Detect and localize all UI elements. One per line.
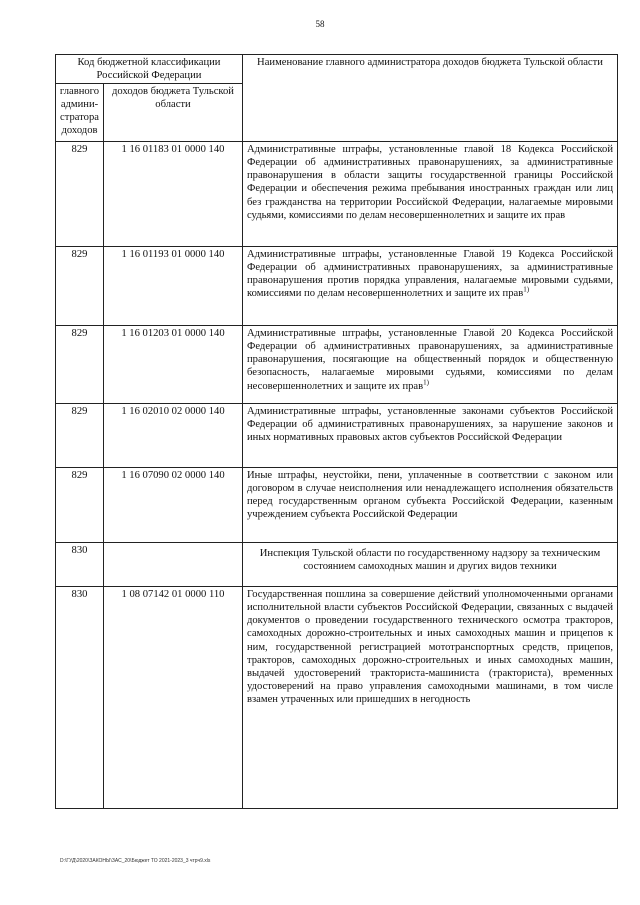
- income-code-cell: 1 16 01203 01 0000 140: [104, 326, 243, 404]
- income-name-cell: [243, 587, 618, 809]
- header-name-column: Наименование главного администратора доходов бюджета Тульской области: [243, 55, 618, 142]
- table-row-administrator: [56, 543, 618, 587]
- table-row: [56, 326, 618, 404]
- administrator-name-cell: Инспекция Тульской области по государственному надзору за техническим состоянием самоходных машин и других видов техники: [243, 543, 618, 587]
- admin-code-cell: 830: [56, 543, 104, 587]
- header-code-group: Код бюджетной классификации Российской Федерации: [56, 55, 243, 84]
- admin-code-cell: 829: [56, 468, 104, 543]
- income-name-text: Иные штрафы, неустойки, пени, уплаченные в соответствии с законом или договором в случае неисполнения или ненадлежащего исполнения обязательств перед государственным органом субъекта Российской Федерации, казенным учреждением субъекта Российской Федерации: [247, 470, 613, 521]
- income-name-text: Административные штрафы, установленные Главой 20 Кодекса Российской Федерации об административных правонарушениях, за административные правонарушения, посягающие на общественный порядок и общественную безопасность, налагаемые мировыми судьями, комиссиями по делам несовершеннолетних и защите их прав: [247, 328, 613, 392]
- income-code-cell: 1 08 07142 01 0000 110: [104, 587, 243, 809]
- admin-code-cell: 830: [56, 587, 104, 809]
- budget-classification-table: [55, 54, 618, 809]
- income-name-cell: [243, 468, 618, 543]
- admin-code-cell: 829: [56, 142, 104, 247]
- table-row: [56, 404, 618, 468]
- income-name-text: Административные штрафы, установленные законами субъектов Российской Федерации об административных правонарушениях, за нарушение законов и иных нормативных правовых актов субъектов Российской Федерации: [247, 406, 613, 444]
- footnote-marker: 1): [523, 285, 530, 294]
- income-name-text: Государственная пошлина за совершение действий уполномоченными органами исполнительной власти субъектов Российской Федерации, связанных с выдачей документов о проведении государственного технического осмотра тракторов, самоходных дорожно-строительных и иных самоходных машин и прицепов к ним, государственной регистрацией мототранспортных средств, прицепов, тракторов, самоходных дорожно-строительных и иных самоходных машин, выдачей удостоверений тракториста-машиниста (тракториста), временных удостоверений на право управления самоходными машинами, в том числе взамен утраченных или пришедших в негодность: [247, 589, 613, 705]
- income-code-cell: [104, 543, 243, 587]
- income-name-cell: [243, 247, 618, 326]
- income-name-cell: [243, 142, 618, 247]
- header-income-column: доходов бюджета Тульской области: [104, 84, 243, 142]
- table-row: [56, 468, 618, 543]
- income-name-text: Административные штрафы, установленные Главой 19 Кодекса Российской Федерации об административных правонарушениях, за административные правонарушения против порядка управления, налагаемые мировыми судьями, комиссиями по делам несовершеннолетних и защите их прав: [247, 249, 613, 300]
- header-admin-column: главного админи-стратора доходов: [56, 84, 104, 142]
- income-code-cell: 1 16 02010 02 0000 140: [104, 404, 243, 468]
- admin-code-cell: 829: [56, 326, 104, 404]
- table-row: [56, 247, 618, 326]
- table-header-row: [56, 55, 618, 84]
- admin-code-cell: 829: [56, 404, 104, 468]
- admin-code-cell: 829: [56, 247, 104, 326]
- income-name-cell: [243, 326, 618, 404]
- income-name-text: Административные штрафы, установленные главой 18 Кодекса Российской Федерации об административных правонарушениях, за административные правонарушения в области защиты государственной границы Российской Федерации и обеспечения режима пребывания иностранных граждан или лиц без гражданства на территории Российской Федерации, налагаемые мировыми судьями, комиссиями по делам несовершеннолетних и защите их прав: [247, 144, 613, 221]
- income-code-cell: 1 16 01183 01 0000 140: [104, 142, 243, 247]
- income-code-cell: 1 16 01193 01 0000 140: [104, 247, 243, 326]
- table-row: [56, 587, 618, 809]
- file-path-footer: D:\ГУД\2020\ЗАКОНЫ\ЗАС_20\Бюджет ТО 2021-2023_3 чтрч9.xls: [60, 858, 211, 864]
- table-row: [56, 142, 618, 247]
- income-name-cell: [243, 404, 618, 468]
- income-code-cell: 1 16 07090 02 0000 140: [104, 468, 243, 543]
- footnote-marker: 1): [423, 378, 429, 387]
- page-number: 58: [315, 19, 325, 29]
